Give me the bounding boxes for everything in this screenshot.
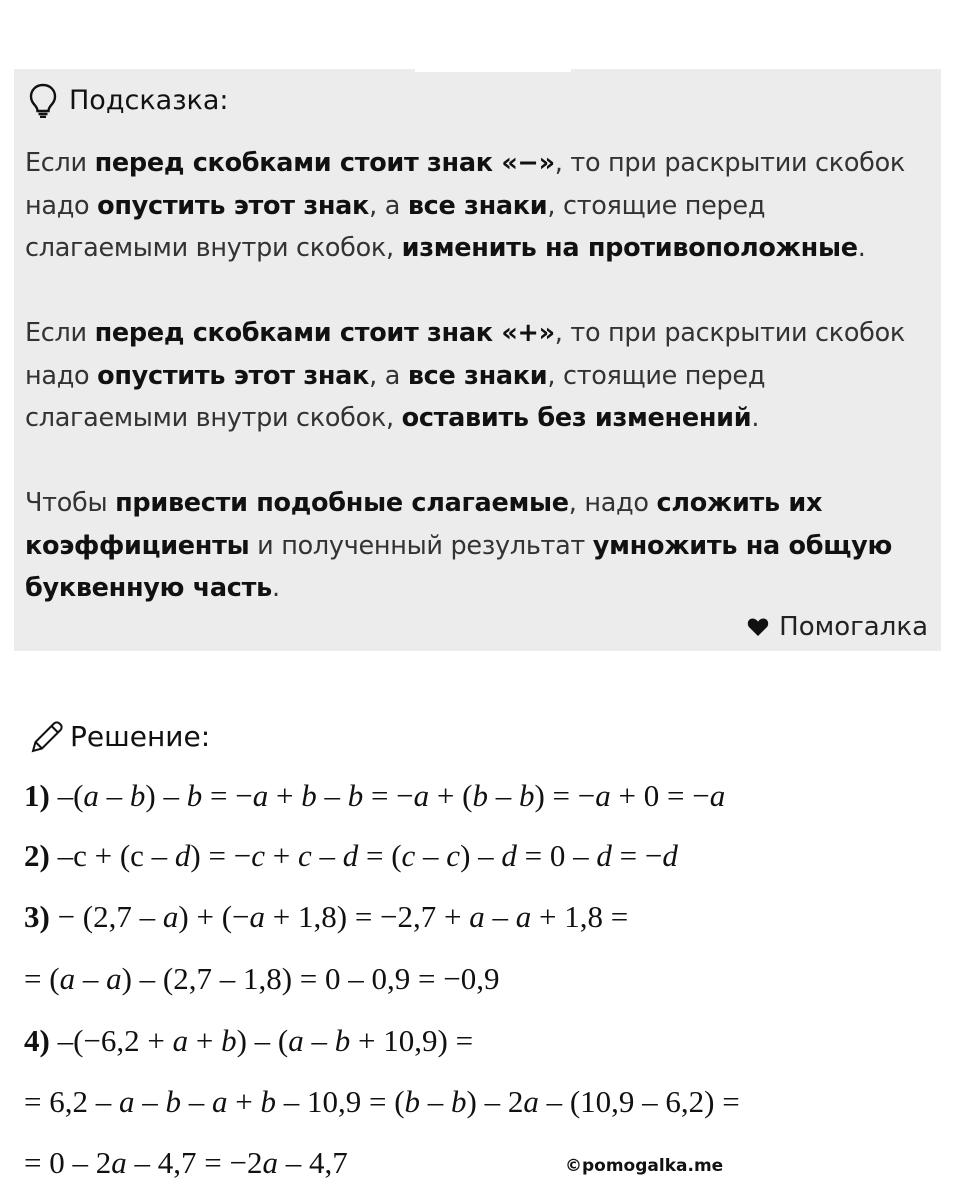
math-variable: d <box>501 838 517 873</box>
math-text: ) + (− <box>178 899 250 934</box>
math-text: ) – <box>145 778 187 813</box>
math-variable: a <box>709 778 726 813</box>
math-variable: a <box>262 1145 278 1180</box>
math-variable: b <box>451 1084 467 1119</box>
body-text: , надо <box>568 488 657 518</box>
math-variable: b <box>347 778 364 813</box>
math-variable: a <box>595 778 611 813</box>
math-text: – <box>311 838 343 873</box>
math-variable: a <box>515 899 532 934</box>
hint-paragraph-plus <box>25 312 930 440</box>
math-variable: c <box>251 838 265 873</box>
body-text: . <box>271 573 280 603</box>
math-line <box>24 1023 473 1059</box>
body-text: Чтобы <box>25 488 116 518</box>
math-text: + <box>188 1023 222 1058</box>
math-text: + 10,9) = <box>350 1023 474 1058</box>
math-line <box>24 778 725 814</box>
math-text: = − <box>202 778 253 813</box>
hint-box-top-gap <box>415 69 571 72</box>
math-text: – <box>484 899 516 934</box>
problem-number: 1) <box>24 778 58 813</box>
math-variable: b <box>518 778 535 813</box>
math-text: –(−6,2 + <box>57 1023 173 1058</box>
math-text: – <box>180 1084 212 1119</box>
body-text: и полученный результат <box>249 530 593 561</box>
math-text: – 10,9 = ( <box>275 1084 405 1119</box>
math-text: = 0 – 2 <box>24 1145 112 1180</box>
math-text: ) = − <box>534 778 596 813</box>
math-text: ) – <box>460 838 502 873</box>
math-line <box>24 1084 740 1120</box>
math-variable: b <box>404 1084 421 1119</box>
hint-header <box>27 80 229 120</box>
math-text: – <box>487 778 519 813</box>
body-text: , стоящие перед слагаемыми внутри скобок, <box>25 190 766 263</box>
math-text: = − <box>611 838 663 873</box>
math-text: + 0 = − <box>610 778 710 813</box>
math-variable: b <box>186 778 203 813</box>
math-text: – <box>303 1023 335 1058</box>
body-text: , стоящие перед слагаемыми внутри скобок, <box>25 360 766 433</box>
math-variable: b <box>260 1084 276 1119</box>
problem-number: 2) <box>24 838 58 873</box>
math-variable: b <box>472 778 488 813</box>
math-text: = ( <box>358 838 402 873</box>
math-text: – <box>98 778 130 813</box>
math-variable: d <box>174 838 191 873</box>
solution-title: Решение: <box>70 719 211 753</box>
problem-number: 3) <box>24 899 58 934</box>
math-text: – <box>415 838 447 873</box>
lightbulb-icon <box>27 82 59 118</box>
math-text: – <box>134 1084 166 1119</box>
emphasis-text: умножить на общую буквенную часть <box>25 530 892 603</box>
emphasis-text: привести подобные слагаемые <box>115 488 569 518</box>
math-variable: a <box>211 1084 228 1119</box>
signature <box>747 612 928 642</box>
math-variable: d <box>662 838 678 873</box>
math-text: – <box>420 1084 452 1119</box>
math-variable: a <box>469 899 485 934</box>
pencil-icon <box>30 718 64 754</box>
math-variable: a <box>252 778 269 813</box>
hint-title: Подсказка: <box>69 84 229 116</box>
math-variable: a <box>172 1023 189 1058</box>
emphasis-text: все знаки <box>407 360 548 391</box>
math-variable: b <box>129 778 146 813</box>
math-text: ) – 2 <box>466 1084 524 1119</box>
emphasis-text: сложить их коэффициенты <box>25 488 823 561</box>
body-text: , то при раскрытии скобок надо <box>25 318 906 391</box>
emphasis-text: все знаки <box>407 190 548 221</box>
problem-number: 4) <box>24 1023 58 1058</box>
watermark: ©pomogalka.me <box>565 1156 724 1176</box>
math-variable: c <box>297 838 312 873</box>
math-text: – 4,7 <box>277 1145 348 1180</box>
math-variable: a <box>523 1084 539 1119</box>
math-text: = 6,2 – <box>24 1084 119 1119</box>
math-text: + 1,8) = −2,7 + <box>265 899 470 934</box>
math-variable: d <box>596 838 612 873</box>
math-text: –( <box>57 778 84 813</box>
math-variable: a <box>118 1084 135 1119</box>
emphasis-text: перед скобками стоит знак «+» <box>94 318 555 348</box>
math-variable: c <box>446 838 461 873</box>
math-variable: a <box>162 899 179 934</box>
math-text: − (2,7 – <box>57 899 163 934</box>
math-text: + <box>268 778 302 813</box>
math-text: + ( <box>429 778 473 813</box>
math-text: – <box>75 961 107 996</box>
math-text: ) = − <box>190 838 252 873</box>
math-text: – <box>316 778 348 813</box>
emphasis-text: опустить этот знак <box>97 190 370 221</box>
solution-header <box>30 712 210 760</box>
math-text: + <box>227 1084 261 1119</box>
signature-text: Помогалка <box>779 612 928 642</box>
math-text: + <box>264 838 298 873</box>
math-text: = − <box>363 778 414 813</box>
math-variable: c <box>401 838 416 873</box>
body-text: . <box>751 403 760 433</box>
emphasis-text: изменить на противоположные <box>401 233 858 263</box>
math-variable: a <box>83 778 99 813</box>
math-text: –c + (c – <box>57 838 175 873</box>
body-text: Если <box>25 148 95 178</box>
hint-paragraph-minus <box>25 142 930 270</box>
math-text: ) – (2,7 – 1,8) = 0 – 0,9 = −0,9 <box>121 961 500 996</box>
math-variable: a <box>413 778 430 813</box>
math-variable: a <box>106 961 122 996</box>
body-text: , а <box>369 190 408 221</box>
math-line <box>24 961 499 997</box>
body-text: Если <box>25 318 95 348</box>
math-text: ) – ( <box>236 1023 289 1058</box>
body-text: . <box>857 233 866 263</box>
math-line <box>24 1145 348 1181</box>
hint-paragraph-like-terms <box>25 482 930 610</box>
heart-icon <box>747 617 769 637</box>
math-variable: a <box>249 899 266 934</box>
math-variable: b <box>221 1023 237 1058</box>
math-variable: a <box>59 961 76 996</box>
body-text: , а <box>369 360 408 391</box>
math-text: + 1,8 = <box>531 899 629 934</box>
math-variable: d <box>342 838 359 873</box>
math-variable: b <box>301 778 317 813</box>
math-text: = 0 – <box>516 838 597 873</box>
math-variable: a <box>111 1145 127 1180</box>
math-line <box>24 838 678 874</box>
math-text: – 4,7 = −2 <box>126 1145 263 1180</box>
math-variable: a <box>288 1023 304 1058</box>
math-variable: b <box>165 1084 181 1119</box>
math-variable: b <box>334 1023 351 1058</box>
math-text: – (10,9 – 6,2) = <box>538 1084 740 1119</box>
math-line <box>24 899 628 935</box>
math-text: = ( <box>24 961 60 996</box>
emphasis-text: перед скобками стоит знак «−» <box>94 148 555 178</box>
emphasis-text: оставить без изменений <box>401 403 752 433</box>
body-text: , то при раскрытии скобок надо <box>25 148 906 221</box>
emphasis-text: опустить этот знак <box>97 360 370 391</box>
